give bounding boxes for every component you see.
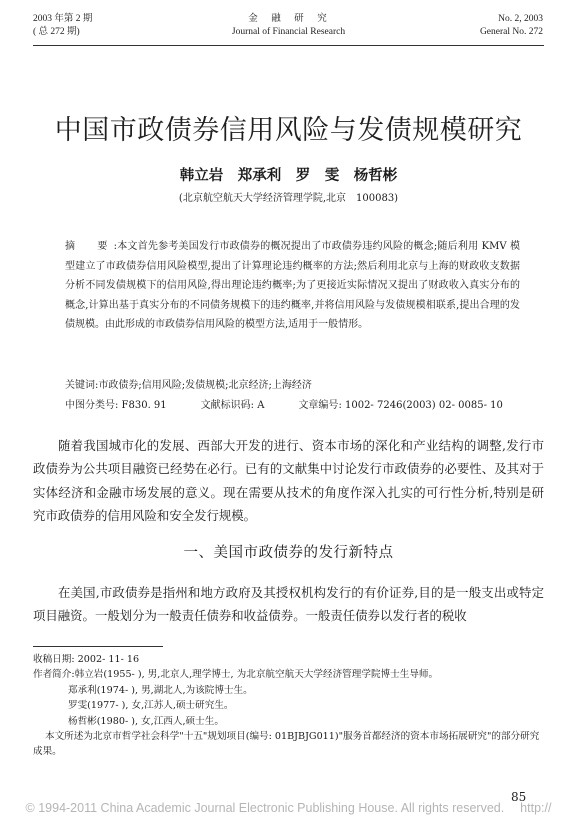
header-journal-cn: 金 融 研 究 xyxy=(248,14,329,24)
header-issue-line1: 2003 年第 2 期 xyxy=(33,14,93,24)
keywords xyxy=(65,376,312,391)
received-label: 收稿日期 xyxy=(33,654,72,665)
footnote-rule xyxy=(33,646,163,647)
author-bio-1 xyxy=(33,667,553,682)
doc-code-value: : A xyxy=(250,400,265,411)
author-list: 韩立岩 郑承利 罗 雯 杨哲彬 xyxy=(179,167,398,184)
keywords-text: :市政债券;信用风险;发债规模;北京经济;上海经济 xyxy=(95,380,312,391)
received-value: : 2002- 11- 16 xyxy=(71,654,140,665)
funding-note: 本文所述为北京市哲学社会科学"十五"规划项目(编号: 01BJBJG011)"服务首都经济的资本市场拓展研究"的部分研究成果。 xyxy=(33,731,540,758)
author-bio-3: 罗雯(1977- ), 女,江苏人,硕士研究生。 xyxy=(68,700,234,712)
received-date xyxy=(33,652,553,667)
header-journal-en: Journal of Financial Research xyxy=(231,27,346,37)
bio-text-1: :韩立岩(1955- ), 男,北京人,理学博士, 为北京航空航天大学经济管理学院博士生导师。 xyxy=(71,669,439,681)
bio-label: 作者简介 xyxy=(33,669,72,681)
abstract xyxy=(65,237,520,335)
footnotes xyxy=(33,652,553,760)
copyright-footer: © 1994-2011 China Academic Journal Electronic Publishing House. All rights reserved. http:// xyxy=(25,801,552,815)
page-number: 85 xyxy=(511,790,527,804)
header-number-line1: No. 2, 2003 xyxy=(498,14,543,24)
header-rule xyxy=(33,45,544,46)
abstract-text: :本文首先参考美国发行市政债券的概况提出了市政债券违约风险的概念;随后利用 KMV 模型建立了市政债券信用风险模型,提出了计算理论违约概率的方法;然后利用北京与上海的财政收支数据分析不同发债规模下的信用风险,得出理论违约概率;为了更接近实际情况又提出了财政收入真实分布的概念,计算出基于真实分布的不同债务规模下的违约概率,并将信用风险与发债规模相联系,提出合理的发债规模。由此形成的市政债券信用风险的模型方法,适用于一般情形。 xyxy=(65,241,520,331)
author-bio-2: 郑承利(1974- ), 男,湖北人,为该院博士生。 xyxy=(68,684,253,696)
author-bio-4: 杨哲彬(1980- ), 女,江西人,硕士生。 xyxy=(68,715,224,727)
doc-code-label: 文献标识码 xyxy=(200,400,251,411)
abstract-label: 摘 要 xyxy=(65,241,114,252)
header-number-line2: General No. 272 xyxy=(479,27,543,37)
header-number xyxy=(480,13,543,39)
article-title: 中国市政债券信用风险与发债规模研究 xyxy=(54,115,523,146)
classification-line xyxy=(65,396,525,411)
section-paragraph: 在美国,市政债券是指州和地方政府及其授权机构发行的有价证券,目的是一般支出或特定项目融资。一般划分为一般责任债券和收益债券。一般责任债券以发行者的税收 xyxy=(33,585,544,624)
header-issue-line2: ( 总 272 期) xyxy=(33,27,80,37)
section-heading: 一、美国市政债券的发行新特点 xyxy=(183,545,394,561)
clc-label: 中图分类号 xyxy=(65,400,115,411)
intro-paragraph: 随着我国城市化的发展、西部大开发的进行、资本市场的深化和产业结构的调整,发行市政债券为公共项目融资已经势在必行。已有的文献集中讨论发行市政债券的必要性、及其对于实体经济和金融市场发展的意义。现在需要从技术的角度作深入扎实的可行性分析,特别是研究市政债券的信用风险和安全发行规模。 xyxy=(33,438,544,524)
article-number-value: : 1002- 7246(2003) 02- 0085- 10 xyxy=(338,400,503,411)
article-number-label: 文章编号 xyxy=(298,400,339,411)
clc-value: : F830. 91 xyxy=(115,400,167,411)
keywords-label: 关键词 xyxy=(65,380,95,391)
author-affiliation: (北京航空航天大学经济管理学院,北京 100083) xyxy=(178,193,399,204)
